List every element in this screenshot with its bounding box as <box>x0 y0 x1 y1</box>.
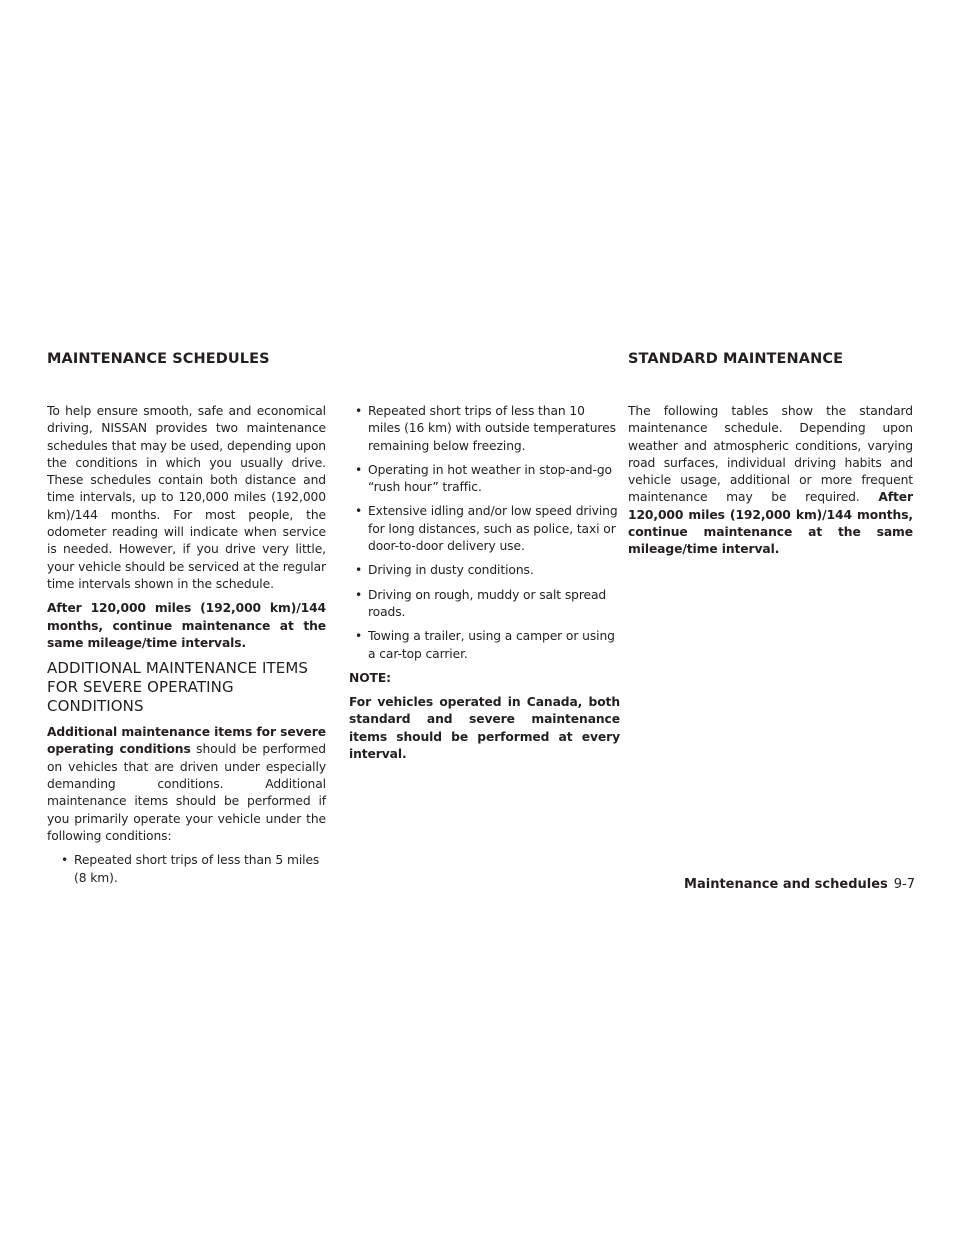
column-right <box>628 403 913 566</box>
list-item <box>349 403 620 455</box>
column-middle <box>349 403 620 770</box>
after-interval-note: After 120,000 miles (192,000 km)/144 months, continue maintenance at the same mileage/time intervals. <box>47 601 326 650</box>
bullet-icon: • <box>355 504 363 519</box>
severe-conditions-subheading: ADDITIONAL MAINTENANCE ITEMS FOR SEVERE OPERATING CONDITIONS <box>47 659 309 716</box>
page-number: 9-7 <box>893 877 915 892</box>
severe-conditions-bold: Additional maintenance items for severe operating conditions <box>47 725 326 757</box>
conditions-list-start <box>47 852 326 887</box>
conditions-list-continued <box>349 403 620 663</box>
list-item-text: Towing a trailer, using a camper or using a car-top carrier. <box>368 629 615 661</box>
bullet-icon: • <box>355 587 363 602</box>
bullet-icon: • <box>355 629 363 644</box>
section-heading-maintenance-schedules: MAINTENANCE SCHEDULES <box>47 351 270 367</box>
bullet-icon: • <box>355 563 363 578</box>
list-item <box>349 503 620 555</box>
standard-maintenance-bold: After 120,000 miles (192,000 km)/144 months, continue maintenance at the same mileage/time interval. <box>628 490 913 557</box>
list-item <box>47 852 326 887</box>
footer-chapter-title: Maintenance and schedules <box>684 877 888 892</box>
severe-conditions-text: should be performed on vehicles that are driven under especially demanding conditions. Additional maintenance items should be performed if you primarily operate your vehicle under the following conditions: <box>47 742 326 843</box>
section-heading-standard-maintenance: STANDARD MAINTENANCE <box>628 351 844 367</box>
list-item <box>349 587 620 622</box>
severe-conditions-paragraph <box>47 724 326 845</box>
list-item-text: Driving on rough, muddy or salt spread roads. <box>368 587 607 619</box>
standard-maintenance-text: The following tables show the standard maintenance schedule. Depending upon weather and atmospheric conditions, varying road surfaces, individual driving habits and vehicle usage, additional or more frequent maintenance may be required. <box>628 404 913 505</box>
list-item-text: Operating in hot weather in stop-and-go “rush hour” traffic. <box>368 462 612 495</box>
standard-maintenance-paragraph <box>628 403 913 559</box>
page-footer <box>684 877 915 892</box>
list-item-text: Repeated short trips of less than 5 miles (8 km). <box>74 853 320 885</box>
bullet-icon: • <box>61 853 69 868</box>
note-label: NOTE: <box>349 670 391 685</box>
list-item <box>349 462 620 497</box>
intro-paragraph: To help ensure smooth, safe and economical driving, NISSAN provides two maintenance schedules that may be used, depending upon the conditions in which you usually drive. These schedules contain both distance and time intervals, up to 120,000 miles (192,000 km)/144 months. For most people, the odometer reading will indicate when service is needed. However, if you drive very little, your vehicle should be serviced at the regular time intervals shown in the schedule. <box>47 404 326 591</box>
list-item-text: Repeated short trips of less than 10 miles (16 km) with outside temperatures remaining below freezing. <box>368 404 616 453</box>
column-left <box>47 403 326 894</box>
list-item <box>349 562 620 579</box>
list-item-text: Driving in dusty conditions. <box>368 563 534 578</box>
list-item <box>349 628 620 663</box>
bullet-icon: • <box>355 404 363 418</box>
note-text: For vehicles operated in Canada, both standard and severe maintenance items should be performed at every interval. <box>349 695 620 762</box>
bullet-icon: • <box>355 462 363 477</box>
list-item-text: Extensive idling and/or low speed driving for long distances, such as police, taxi or door-to-door delivery use. <box>368 504 618 554</box>
